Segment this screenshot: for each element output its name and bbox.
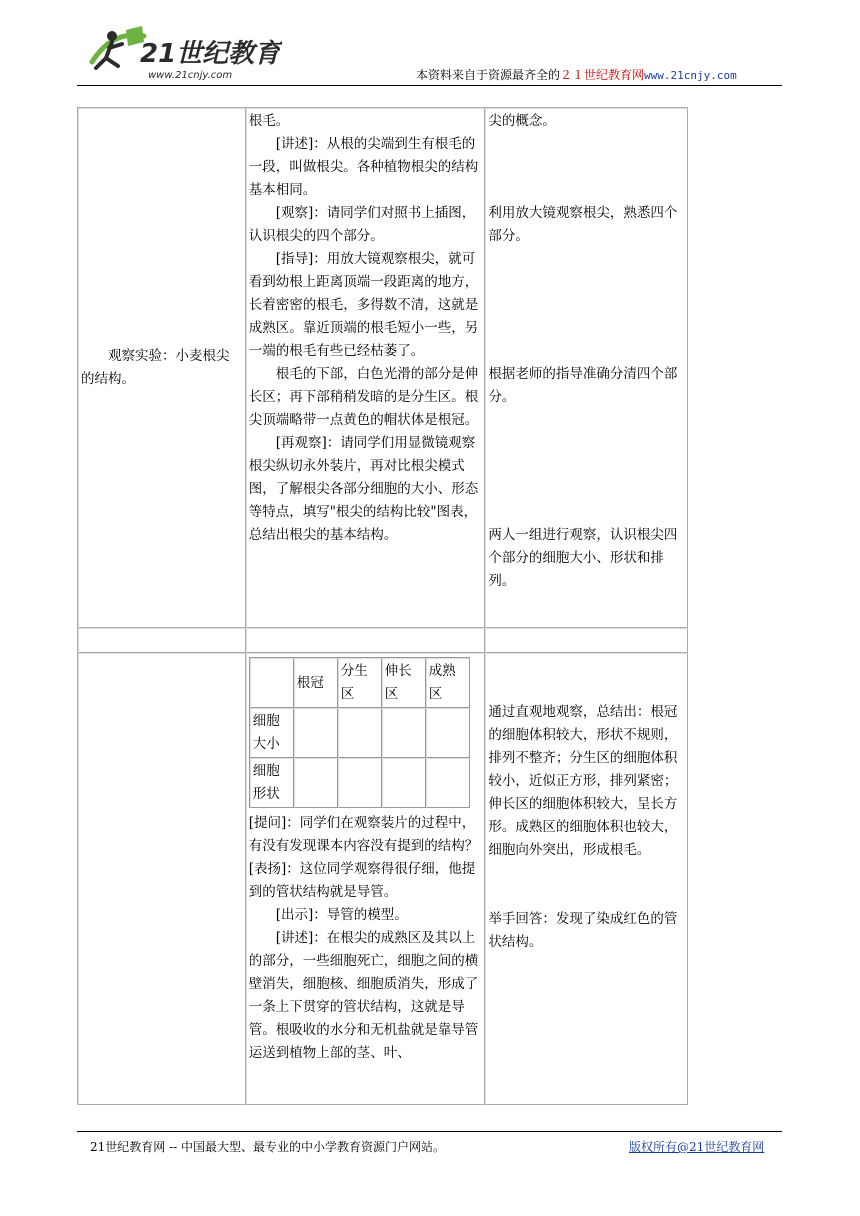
table-header: 成熟区: [426, 658, 470, 708]
table-header: 根冠: [294, 658, 338, 708]
header-site-name: ２１世纪教育网: [560, 68, 645, 82]
header-note: 本资料来自于资源最齐全的２１世纪教育网www.21cnjy.com: [416, 68, 737, 82]
table-cell[interactable]: [294, 758, 338, 808]
table-row: [78, 628, 688, 653]
activity-cell: 观察实验：小麦根尖的结构。: [78, 108, 246, 628]
header-divider: [77, 85, 782, 86]
root-tip-comparison-table: [249, 657, 470, 808]
table-cell: 细胞形状: [250, 758, 294, 808]
table-header: 伸长区: [382, 658, 426, 708]
teacher-activity-cell: 根毛。 [讲述]：从根的尖端到生有根毛的一段，叫做根尖。各种植物根尖的结构基本相同。 [观察]：请同学们对照书上插图，认识根尖的四个部分。 [指导]：用放大镜观察根尖，就可看到幼根上距离顶端一段距离的地方，长着密密的根毛，多得数不清，这就是成熟区。靠近顶端的根毛短小一些，另一端的根毛有些已经枯萎了。 根毛的下部，白色光滑的部分是伸长区；再下部稍稍发暗的是分生区。根尖顶端略带一点黄色的帽状体是根冠。 [再观察]：请同学们用显微镜观察根尖纵切永外装片，再对比根尖模式图，了解根尖各部分细胞的大小、形态等特点，填写"根尖的结构比较"图表，总结出根尖的基本结构。: [246, 108, 486, 628]
student-activity-cell: 通过直观地观察，总结出：根冠的细胞体积较大，形状不规则，排列不整齐；分生区的细胞体积较小，近似正方形，排列紧密；伸长区的细胞体积较大，呈长方形。成熟区的细胞体积也较大，细胞向外突出，形成根毛。 举手回答：发现了染成红色的管状结构。: [485, 653, 688, 1105]
table-row: [78, 653, 688, 1105]
teacher-activity-cell: 根冠 分生区 伸长区 成熟区 细胞大小 细胞形状 [提问]：同学们在观察装片的过程中，有没有发现课本内容没有提到的结构？ [表扬]：这位同学观察得很仔细，他提到的管状结构就是导管。 [出示]：导管的模型。 [讲述]：在根尖的成熟区及其以上的部分，一些细胞死亡，细胞之间的横壁消失，细胞核、细胞质消失，形成了一条上下贯穿的管状结构，这就是导管。根吸收的水分和无机盐就是靠导管运送到植物上部的茎、叶、: [246, 653, 486, 1105]
21cnjy-logo: [82, 22, 282, 84]
table-header: 分生区: [338, 658, 382, 708]
table-cell[interactable]: [426, 708, 470, 758]
table-cell[interactable]: [426, 758, 470, 808]
svg-text:21世纪教育: 21世纪教育: [140, 39, 281, 69]
activity-cell: [78, 653, 246, 1105]
table-cell[interactable]: [382, 758, 426, 808]
footer-divider: [77, 1131, 782, 1132]
table-cell: 细胞大小: [250, 708, 294, 758]
table-cell[interactable]: [294, 708, 338, 758]
empty-cell: [246, 628, 486, 653]
svg-text:www.21cnjy.com: www.21cnjy.com: [148, 70, 233, 81]
lesson-table: [77, 107, 688, 1105]
table-cell[interactable]: [338, 708, 382, 758]
table-cell[interactable]: [338, 758, 382, 808]
footer-text: 21世纪教育网 -- 中国最大型、最专业的中小学教育资源门户网站。: [90, 1140, 446, 1154]
header-url[interactable]: www.21cnjy.com: [644, 69, 737, 82]
table-cell[interactable]: [382, 708, 426, 758]
table-header: [250, 658, 294, 708]
table-row: [78, 108, 688, 628]
student-activity-cell: 尖的概念。 利用放大镜观察根尖，熟悉四个部分。 根据老师的指导准确分清四个部分。 两人一组进行观察，认识根尖四个部分的细胞大小、形状和排列。: [485, 108, 688, 628]
copyright-link[interactable]: 版权所有@21世纪教育网: [629, 1140, 765, 1154]
empty-cell: [485, 628, 688, 653]
empty-cell: [78, 628, 246, 653]
